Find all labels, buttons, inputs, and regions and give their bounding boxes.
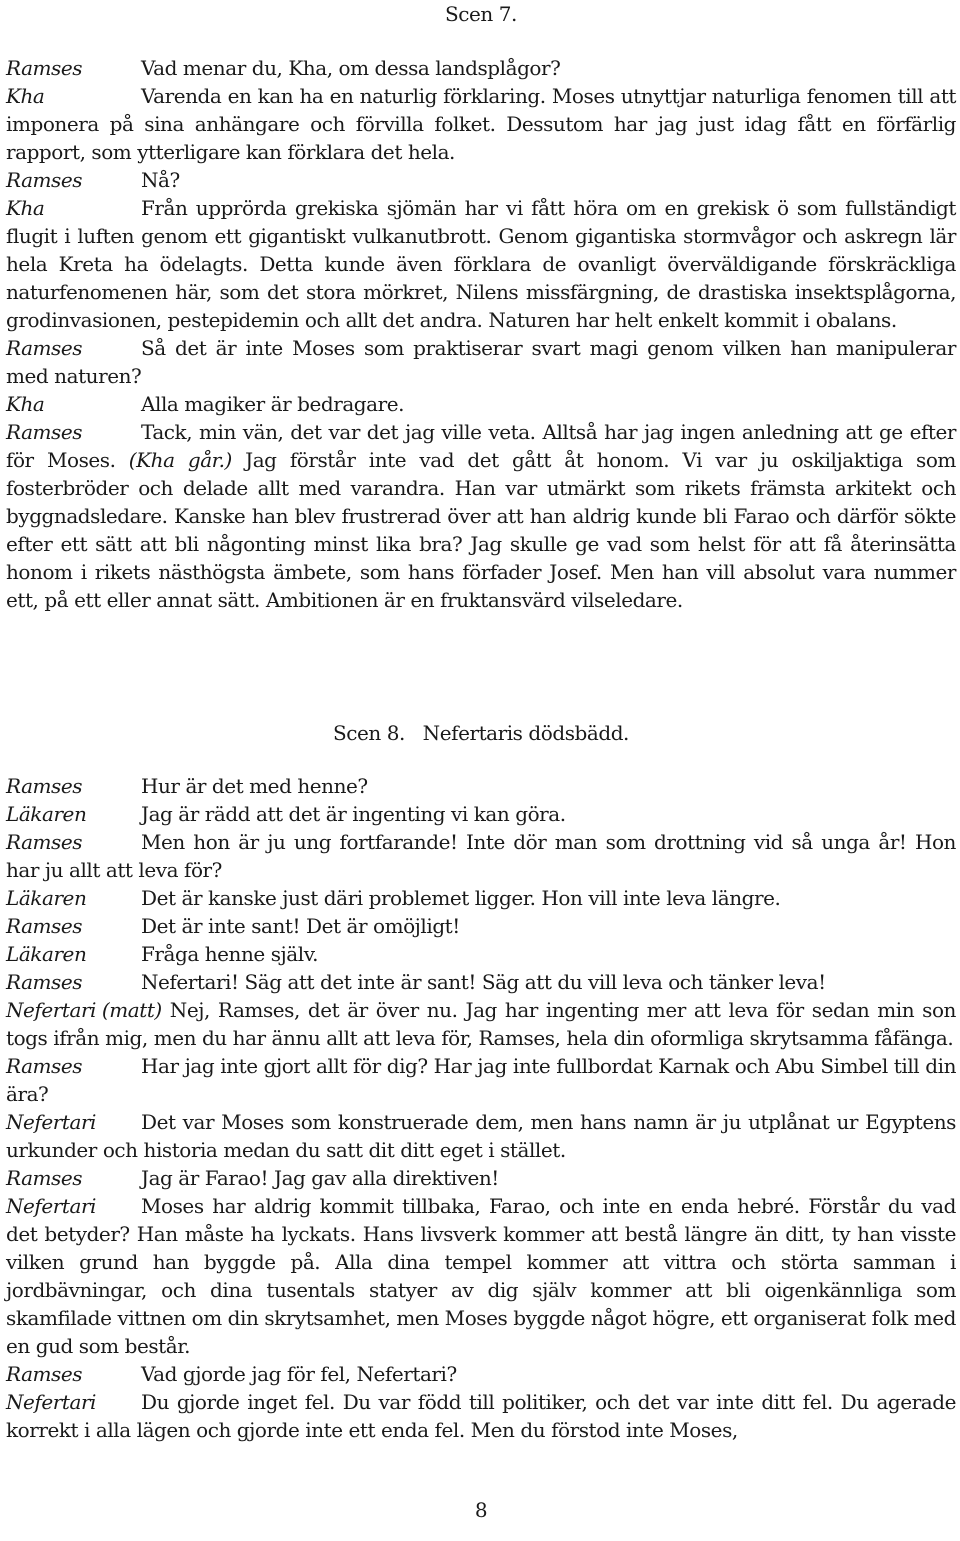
speaker-name: Ramses (6, 1166, 83, 1190)
speaker-name: Kha (6, 196, 45, 220)
scene-8-dialogue (6, 772, 956, 1444)
dialogue-line (6, 194, 956, 334)
line-text: Varenda en kan ha en naturlig förklaring. Moses utnyttjar naturliga fenomen till att imponera på sina anhängare och förvilla folket. Dessutom har jag just idag fått en förfärlig rapport, som ytterligare kan förklara det hela. (6, 84, 956, 164)
dialogue-line (6, 390, 956, 418)
line-text: Så det är inte Moses som praktiserar svart magi genom vilken han manipulerar med naturen? (6, 336, 956, 388)
dialogue-line (6, 996, 956, 1052)
speaker-name: Ramses (6, 830, 83, 854)
dialogue-line (6, 940, 956, 968)
dialogue-line (6, 54, 956, 82)
dialogue-line (6, 82, 956, 166)
line-text: Tack, min vän, det var det jag ville veta. Alltså har jag ingen anledning att ge efter för Moses. (6, 420, 956, 472)
speaker-name: Läkaren (6, 802, 87, 826)
manuscript-page (6, 0, 956, 1541)
dialogue-line (6, 418, 956, 614)
line-text: Jag är rädd att det är ingenting vi kan göra. (141, 802, 566, 826)
dialogue-line (6, 1388, 956, 1444)
speaker-name: Ramses (6, 336, 83, 360)
dialogue-line (6, 772, 956, 800)
dialogue-line (6, 968, 956, 996)
line-text: Fråga henne själv. (141, 942, 319, 966)
dialogue-line (6, 334, 956, 390)
line-text: Du gjorde inget fel. Du var född till politiker, och det var inte ditt fel. Du agerade korrekt i alla lägen och gjorde inte ett enda fel. Men du förstod inte Moses, (6, 1390, 956, 1442)
dialogue-line (6, 1360, 956, 1388)
dialogue-line (6, 1164, 956, 1192)
speaker-name: Nefertari (matt) (6, 998, 162, 1022)
line-text: Nej, Ramses, det är över nu. Jag har ingenting mer att leva för sedan min son togs ifrån mig, men du har ännu allt att leva för, Ramses, hela din oformliga skrytsamma fåfänga. (6, 998, 956, 1050)
speaker-name: Läkaren (6, 942, 87, 966)
speaker-name: Ramses (6, 1362, 83, 1386)
line-text: Hur är det med henne? (141, 774, 368, 798)
dialogue-line (6, 166, 956, 194)
scene-7-dialogue (6, 54, 956, 614)
line-text: Men hon är ju ung fortfarande! Inte dör man som drottning vid så unga år! Hon har ju allt att leva för? (6, 830, 956, 882)
speaker-name: Ramses (6, 420, 83, 444)
stage-direction: (Kha går.) (128, 448, 232, 472)
dialogue-line (6, 1192, 956, 1360)
line-text: Alla magiker är bedragare. (141, 392, 405, 416)
speaker-name: Nefertari (6, 1110, 97, 1134)
scene-7-heading: Scen 7. (445, 2, 517, 26)
speaker-name: Läkaren (6, 886, 87, 910)
line-text: Från upprörda grekiska sjömän har vi fått höra om en grekisk ö som fullständigt flugit i luften genom ett gigantiskt vulkanutbrott. Genom gigantiska stormvågor och askregn lär hela Kreta ha ödelagts. Detta kunde även förklara de ovanligt överväldigande förskräckliga naturfenomenen här, som det stora mörkret, Nilens missfärgning, de drastiska insektsplågorna, grodinvasionen, pestepidemin och allt det andra. Naturen har helt enkelt kommit i obalans. (6, 196, 956, 332)
line-text: Vad menar du, Kha, om dessa landsplågor? (141, 56, 561, 80)
dialogue-line (6, 1052, 956, 1108)
line-text: Har jag inte gjort allt för dig? Har jag inte fullbordat Karnak och Abu Simbel till din ära? (6, 1054, 956, 1106)
speaker-name: Ramses (6, 774, 83, 798)
scene-8-heading-text: Scen 8. Nefertaris dödsbädd. (333, 721, 629, 745)
line-text: Det var Moses som konstruerade dem, men hans namn är ju utplånat ur Egyptens urkunder och historia medan du satt dit ditt eget i stället. (6, 1110, 956, 1162)
line-text: Nefertari! Säg att det inte är sant! Säg att du vill leva och tänker leva! (141, 970, 826, 994)
speaker-name: Nefertari (6, 1194, 97, 1218)
line-text: Vad gjorde jag för fel, Nefertari? (141, 1362, 457, 1386)
dialogue-line (6, 800, 956, 828)
dialogue-line (6, 828, 956, 884)
speaker-name: Kha (6, 392, 45, 416)
line-text: Det är kanske just däri problemet ligger. Hon vill inte leva längre. (141, 886, 781, 910)
speaker-name: Ramses (6, 970, 83, 994)
line-text: Nå? (141, 168, 180, 192)
page-number: 8 (474, 1498, 488, 1522)
speaker-name: Ramses (6, 56, 83, 80)
speaker-name: Kha (6, 84, 45, 108)
line-text: Det är inte sant! Det är omöjligt! (141, 914, 460, 938)
scene-8-heading (6, 719, 956, 747)
dialogue-line (6, 1108, 956, 1164)
speaker-name: Ramses (6, 168, 83, 192)
dialogue-line (6, 884, 956, 912)
dialogue-line (6, 912, 956, 940)
speaker-name: Ramses (6, 914, 83, 938)
line-text: Moses har aldrig kommit tillbaka, Farao, och inte en enda hebré. Förstår du vad det betyder? Han måste ha lyckats. Hans livsverk kommer att bestå längre än ditt, ty han visste vilken grund han byggde på. Alla dina tempel kommer att vittra och störta samman i jordbävningar, och dina tusentals statyer av dig själv kommer att bli oigenkännliga som skamfilade vittnen om din skrytsamhet, men Moses byggde något högre, ett organiserat folk med en gud som består. (6, 1194, 956, 1358)
line-text: Jag är Farao! Jag gav alla direktiven! (141, 1166, 499, 1190)
line-text: Jag förstår inte vad det gått åt honom. Vi var ju oskiljaktiga som fosterbröder och delade allt med varandra. Han var utmärkt som rikets främsta arkitekt och byggnadsledare. Kanske han blev frustrerad över att han aldrig kunde bli Farao och därför sökte efter ett sätt att bli någonting minst lika bra? Jag skulle ge vad som helst för att få återinsätta honom i rikets nästhögsta ämbete, som hans förfader Josef. Men han vill absolut vara nummer ett, på ett eller annat sätt. Ambitionen är en fruktansvärd vilseledare. (6, 448, 956, 612)
speaker-name: Ramses (6, 1054, 83, 1078)
speaker-name: Nefertari (6, 1390, 97, 1414)
